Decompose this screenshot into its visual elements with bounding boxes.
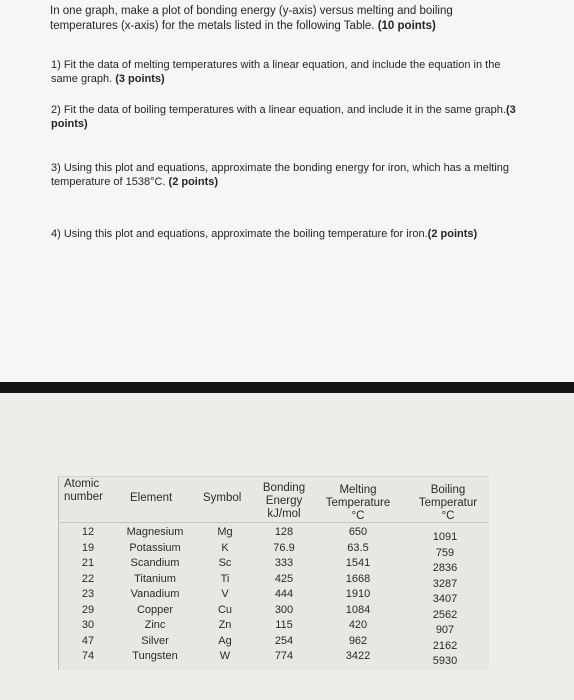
cell-element: Tungsten [132,650,178,662]
cell-atomic-number: 21 [81,557,95,569]
header-atomic-line1: Atomic [64,478,100,490]
question-4-text: 4) Using this plot and equations, approximate the boiling temperature for iron. [51,228,428,240]
cell-melting-temperature: 3422 [345,650,371,662]
column-atomic-number [75,525,101,665]
question-2 [51,103,521,131]
header-bonding-line2: Energy [265,495,303,507]
cell-atomic-number: 19 [81,541,95,554]
cell-element: Vanadium [130,588,180,600]
cell-bonding-energy: 254 [274,634,294,647]
cell-boiling-temperature: 759 [435,546,455,559]
cell-boiling-temperature: 2562 [432,608,458,621]
header-atomic-number [64,478,103,504]
cell-element: Titanium [134,572,176,585]
header-boiling-line1: Boiling [430,484,466,496]
header-melting-line3: °C [351,510,365,522]
column-bonding-energy [262,525,306,665]
cell-symbol: W [219,650,231,662]
question-2-text: 2) Fit the data of boiling temperatures with a linear equation, and include it in the same graph. [51,104,506,116]
question-3-points: (2 points) [168,176,219,188]
question-1-text: 1) Fit the data of melting temperatures with a linear equation, and include the equation in the same graph. [51,59,501,85]
cell-melting-temperature: 63.5 [347,541,369,554]
cell-melting-temperature: 1910 [345,588,371,600]
intro-text: In one graph, make a plot of bonding energy (y-axis) versus melting and boiling temperatures (x-axis) for the metals listed in the following Table. [50,5,453,32]
cell-atomic-number: 22 [81,572,95,585]
header-melting-temperature [318,484,398,523]
cell-atomic-number: 12 [81,526,95,538]
cell-atomic-number: 47 [81,634,95,647]
cell-element: Silver [141,634,169,647]
question-3-text: 3) Using this plot and equations, approximate the bonding energy for iron, which has a melting temperature of 1538°C. [51,162,509,188]
cell-symbol: Sc [218,557,232,569]
cell-element: Potassium [129,541,181,554]
cell-symbol: K [221,541,229,554]
header-separator [60,522,488,523]
cell-boiling-temperature: 2162 [432,639,458,652]
header-element: Element [130,492,173,504]
cell-melting-temperature: 1668 [345,572,371,585]
intro-points: (10 points) [377,20,436,32]
cell-bonding-energy: 333 [274,557,294,569]
header-boiling-line2: Temperatur [418,497,478,509]
cell-melting-temperature: 962 [348,634,368,647]
cell-bonding-energy: 425 [274,572,294,585]
cell-symbol: Ag [218,634,232,647]
cell-atomic-number: 30 [81,619,95,631]
cell-melting-temperature: 1541 [345,557,371,569]
cell-boiling-temperature: 1091 [432,531,458,543]
cell-boiling-temperature: 3407 [432,593,458,605]
cell-boiling-temperature: 907 [435,624,455,636]
question-2-points: (3 points) [51,104,516,130]
header-bonding-energy [255,482,313,521]
cell-element: Zinc [144,619,166,631]
question-1-points: (3 points) [115,73,165,85]
cell-symbol: Zn [218,619,232,631]
cell-bonding-energy: 444 [274,588,294,600]
cell-atomic-number: 23 [81,588,95,600]
cell-symbol: V [221,588,229,600]
column-boiling-temperature [423,530,467,670]
column-symbol [210,525,240,665]
cell-bonding-energy: 300 [274,603,294,616]
header-melting-line1: Melting [339,484,377,496]
question-3 [51,161,521,189]
header-bonding-line1: Bonding [262,482,306,494]
cell-symbol: Ti [220,572,230,585]
cell-symbol: Cu [217,603,233,616]
header-symbol: Symbol [203,492,242,504]
cell-melting-temperature: 1084 [345,603,371,616]
cell-melting-temperature: 420 [348,619,368,631]
cell-atomic-number: 29 [81,603,95,616]
cell-element: Magnesium [126,526,184,538]
cell-boiling-temperature: 3287 [432,577,458,590]
instructions-intro [50,4,520,34]
cell-bonding-energy: 115 [275,619,293,631]
cell-boiling-temperature: 5930 [432,655,458,667]
cell-boiling-temperature: 2836 [432,562,458,574]
page-divider [0,382,574,393]
header-atomic-line2: number [64,491,103,503]
cell-bonding-energy: 76.9 [273,541,295,554]
cell-symbol: Mg [217,526,233,538]
header-melting-line2: Temperature [325,497,391,509]
cell-element: Copper [136,603,174,616]
column-melting-temperature [336,525,380,665]
cell-atomic-number: 74 [81,650,95,662]
cell-element: Scandium [130,557,180,569]
question-4-points: (2 points) [427,228,478,240]
cell-bonding-energy: 128 [274,526,294,538]
column-element [117,525,193,665]
question-4 [51,227,521,241]
cell-bonding-energy: 774 [274,650,294,662]
header-bonding-line3: kJ/mol [267,508,301,520]
header-boiling-line3: °C [441,510,455,522]
header-boiling-temperature [408,484,488,523]
question-1 [51,58,521,86]
cell-melting-temperature: 650 [348,526,368,538]
